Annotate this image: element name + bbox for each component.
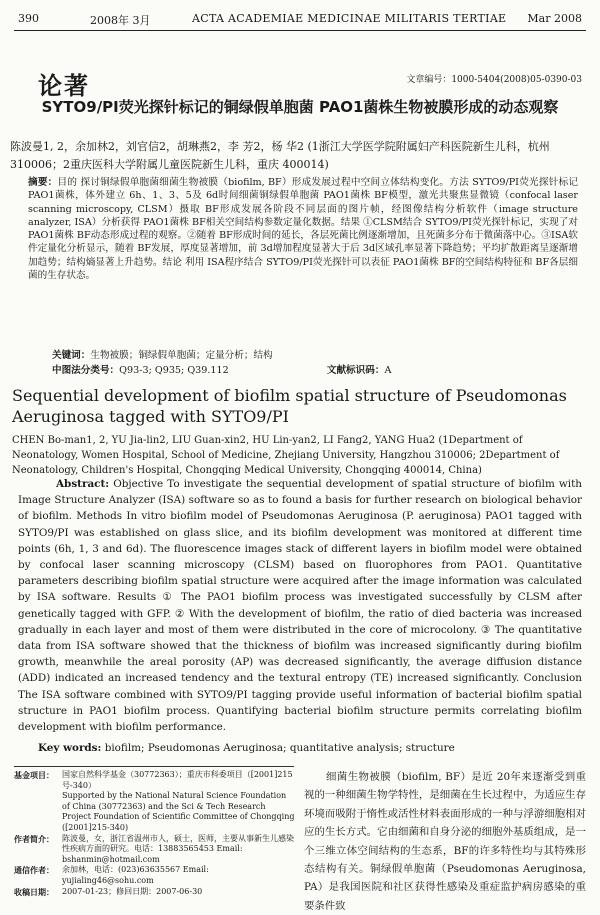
abstract-english <box>18 476 582 735</box>
classification-line <box>52 362 391 376</box>
authors-block <box>10 138 590 174</box>
affiliation-english: (1Department of Neonatology, Women Hospital, School of Medicine, Zhejiang University, Hangzhou 310006; 2Department of Neonatology, Children's Hospital, Chongqing Medical University, Chongqing 400014, China) <box>12 435 560 476</box>
footnote-text: Supported by the National Natural Science Foundation of China (30772363) and the Sci & Tech Research Project Foundation of Scientific Committee of Chongqing ([2001]215-340) <box>62 791 295 832</box>
doc-code-value: A <box>384 365 392 376</box>
title-english: Sequential development of biofilm spatial structure of Pseudomonas Aeruginosa tagged with SYTO9/PI <box>12 386 567 426</box>
footnote-text: 余加林，电话：(023)63635567 Email: yujialing46@sohu.com <box>62 865 209 885</box>
footnote-funding <box>14 770 296 791</box>
keywords-chinese <box>52 347 273 361</box>
abstract-en-label: Abstract: <box>56 478 110 490</box>
footnote-label: 收稿日期： <box>14 886 54 897</box>
running-header <box>14 8 586 31</box>
section-label: 论著 <box>38 72 90 100</box>
footnote-text: 国家自然科学基金（30772363）；重庆市科委项目（[2001]215号-340） <box>62 770 293 790</box>
footnote-text: 2007-01-23；修回日期：2007-06-30 <box>62 886 203 896</box>
issue-date: 2008年 3月 <box>90 14 151 27</box>
article-number: 文章编号：1000-5404(2008)05-0390-03 <box>406 75 582 85</box>
keywords-en-label: Key words: <box>38 742 102 754</box>
footnote-label: 作者简介： <box>14 833 54 844</box>
clc-label: 中图法分类号： <box>52 365 120 376</box>
keywords-cn-text: 生物被膜；铜绿假单胞菌；定量分析；结构 <box>90 350 273 361</box>
issue-label: Mar 2008 <box>527 12 582 25</box>
footnote-funding-en <box>14 791 296 833</box>
authors-english-block <box>12 433 588 478</box>
footnote-label: 通信作者： <box>14 865 54 876</box>
footnote-corresponding <box>14 865 296 886</box>
authors-chinese: 陈波曼1, 2，余加林2，刘官信2，胡琳燕2，李 芳2，杨 华2 <box>10 140 304 153</box>
abstract-chinese <box>28 176 578 282</box>
keywords-english <box>38 742 455 754</box>
doc-code-label: 文献标识码： <box>326 365 385 376</box>
authors-english: CHEN Bo-man1, 2, YU Jia-lin2, LIU Guan-xin2, HU Lin-yan2, LI Fang2, YANG Hua2 <box>12 435 436 446</box>
footnote-divider <box>14 766 294 767</box>
page-number: 390 <box>18 12 39 25</box>
abstract-en-text: Objective To investigate the sequential development of spatial structure of biofilm with Image Structure Analyzer (ISA) software so as to found a basis for further research on biological behavior of biofilm. Methods In vitro biofilm model of Pseudomonas Aeruginosa (P. aeruginosa) PAO1 tagged with SYTO9/PI was established on glass slice, and its biofilm development was monitored at different time points (6h, 1, 3 and 6d). The fluorescence images stack of different layers in biofilm model were obtained by confocal laser scanning microscopy (CLSM) based on fluorophores from PAO1. Quantitative parameters describing biofilm spatial structure were acquired after the image information was calculated by ISA software. Results ① The PAO1 biofilm process was investigated successfully by CLSM after genetically tagged with GFP. ② With the development of biofilm, the ratio of died bacteria was increased gradually in each layer and most of them were distributed in the core of microcolony. ③ The quantitative data from ISA software showed that the thickness of biofilm was increased significantly during biofilm growth, meanwhile the areal porosity (AP) was decreased significantly, the average diffusion distance (ADD) indicated an increased tendency and the textural entropy (TE) increased significantly. Conclusion The ISA software combined with SYTO9/PI tagging provide useful information of bacterial biofilm spatial structure in PAO1 biofilm process. Quantifying bacterial biofilm structure permits correlating biofilm development with biofilm performance. <box>18 478 582 734</box>
abstract-cn-label: 摘要： <box>28 177 58 188</box>
title-chinese: SYTO9/PI荧光探针标记的铜绿假单胞菌 PAO1菌株生物被膜形成的动态观察 <box>41 98 559 116</box>
keywords-en-text: biofilm; Pseudomonas Aeruginosa; quantitative analysis; structure <box>104 742 455 754</box>
keywords-cn-label: 关键词： <box>52 350 91 361</box>
clc-value: Q93-3; Q935; Q39.112 <box>119 365 229 376</box>
abstract-cn-text: 目的 探讨铜绿假单胞菌细菌生物被膜（biofilm, BF）形成发展过程中空间立体结构变化。方法 SYTO9/PI荧光探针标记 PAO1菌株，体外建立 6h、1、3、5及 6d时间细菌铜绿假单胞菌 PAO1菌株 BF模型，激光共聚焦显微镜（confocal laser scanning microscopy, CLSM）摄取 BF形成发展各阶段不同层面的图片帧，经图像结构分析软件（image structure analyzer, ISA）分析获得 PAO1菌株 BF相关空间结构参数定量化数据。结果 ①CLSM结合 SYTO9/PI荧光探针标记，实现了对 PAO1菌株 BF动态形成过程的观察。②随着 BF形成时间的延长，各层死菌比例逐渐增加，且死菌多分布于微菌落中心。③ISA软件定量化分析显示，随着 BF发展，厚度显著增加，前 3d增加程度显著大于后 3d区域孔率显著下降趋势；平均扩散距离呈逐渐增加趋势；结构熵显著上升趋势。结论 利用 ISA程序结合 SYTO9/PI荧光探针可以表征 PAO1菌株 BF的空间结构特征和 BF各层细菌的生存状态。 <box>28 177 578 282</box>
footnote-label <box>14 791 62 833</box>
footnote-label: 基金项目： <box>14 770 54 780</box>
footnote-text: 陈波曼，女，浙江省温州市人，硕士，医师，主要从事新生儿感染性疾病方面的研究。电话：13883565453 Email: bshanmin@hotmail.com <box>62 833 294 864</box>
affiliation-chinese: (1浙江大学医学院附属妇产科医院新生儿科，杭州 310006；2重庆医科大学附属儿童医院新生儿科，重庆 400014) <box>10 140 550 171</box>
footnotes <box>14 770 296 897</box>
body-text-column: 细菌生物被膜（biofilm, BF）是近 20年来逐渐受到重视的一种细菌生物学特性，是细菌在生长过程中，为适应生存环境而吸附于惰性或活性材料表面形成的一种与浮游细胞相对应的生长方式。它由细菌和自身分泌的细胞外基质组成，是一个三维立体空间结构的生态系，BF的许多特性均与其特殊形态结构有关。铜绿假单胞菌（Pseudomonas Aeruginosa, PA）是我国医院和社区获得性感染及重症监护病房感染的重要条件致 <box>304 771 586 912</box>
footnote-dates <box>14 887 296 898</box>
journal-name: ACTA ACADEMIAE MEDICINAE MILITARIS TERTIAE <box>192 12 507 25</box>
footnote-author-bio <box>14 834 296 866</box>
